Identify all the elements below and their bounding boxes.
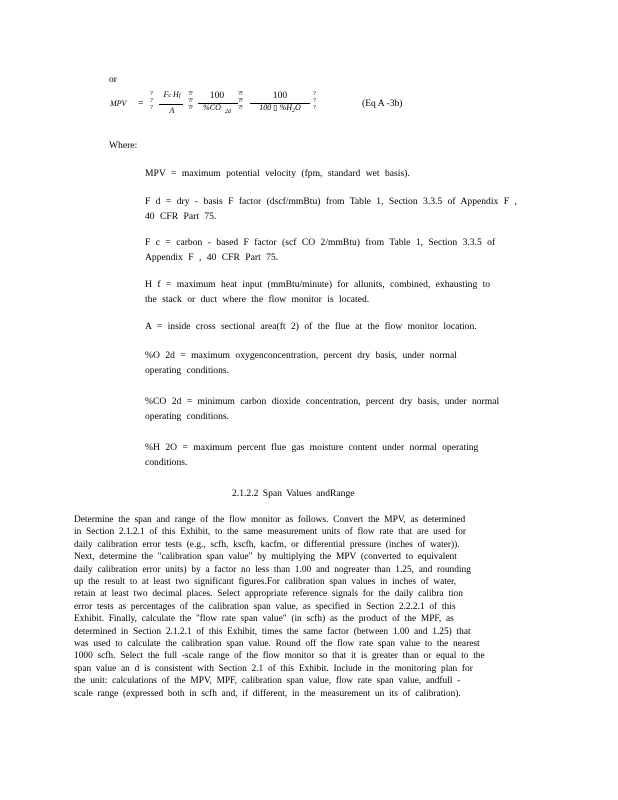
co2-subscript: 2d [224,109,231,115]
definition-line: Appendix F , 40 CFR Part 75. [145,252,279,263]
equation-fraction-co2 [199,90,235,115]
area-symbol: A [169,106,175,115]
definition-fd [145,194,540,224]
hundred-numerator-2: 100 [272,90,288,101]
fraction-bar-2 [198,103,238,104]
definition-line: conditions. [145,457,188,468]
h2o-denominator: 100 ▯ %H [259,103,293,112]
definition-hf [145,277,540,307]
equation-bracket-pair-1: ?? ?? ?? [188,90,192,111]
h2o-o-symbol: O [295,103,301,112]
definition-area [145,319,540,334]
equation-fraction-h2o [250,90,310,112]
paragraph-line: error tests as percentages of the calibration span value, as specified in Section 2.2.2.1 of this [74,601,456,612]
definition-line: the stack or duct where the flow monitor is located. [145,294,370,305]
paragraph-line: span value an d is consistent with Section 2.1 of this Exhibit. Include in the monitoring plan for [74,663,473,674]
definition-line: 40 CFR Part 75. [145,211,217,222]
equation-equals: = [138,98,144,109]
or-label: or [109,74,117,85]
definition-line: operating conditions. [145,411,229,422]
definition-line: F d = dry - basis F factor (dscf/mmBtu) from Table 1, Section 3.3.5 of Appendix F , [145,196,517,207]
paragraph-line: daily calibration error tests (e.g., scfh, kscfh, kacfm, or differential pressure (inches of water)). [74,539,460,550]
h-f-subscript: f [178,93,181,99]
paragraph-line: retain at least two decimal places. Select appropriate reference signals for the daily calibra tion [74,589,463,600]
definition-line: %H 2O = maximum percent flue gas moisture content under normal operating [145,442,479,453]
definition-line: %O 2d = maximum oxygenconcentration, percent dry basis, under normal [145,350,457,361]
equation-bracket-pair-2: ?? ?? ?? [238,90,242,111]
fraction-bar-1 [159,104,183,105]
f-c-subscript: c [168,93,172,99]
equation-label: (Eq A -3b) [362,98,403,109]
paragraph-line: daily calibration error units) by a factor no less than 1.00 and nogreater than 1.25, and rounding [74,564,471,575]
paragraph-line: the unit: calculations of the MPV, MPF, calibration span value, flow rate span value, andfull - [74,676,461,687]
equation-right-bracket: ? ? ? [313,90,315,111]
definition-mpv [145,166,540,181]
definition-line: H f = maximum heat input (mmBtu/minute) for allunits, combined, exhausting to [145,279,491,290]
paragraph-line: scale range (expressed both in scfh and, if different, in the measurement un its of calibration). [74,688,461,699]
co2-symbol: %CO [203,103,221,112]
paragraph-line: determined in Section 2.1.2.1 of this Exhibit, times the same factor (between 1.00 and 1.25) that [74,626,471,637]
equation-left-bracket: ? ? ? [150,90,152,111]
paragraph-line: Exhibit. Finally, calculate the "flow rate span value" (in scfh) as the product of the MPF, as [74,614,454,625]
paragraph-line: was used to calculate the calibration span value. Round off the flow rate span value to the nearest [74,639,480,650]
definition-line: MPV = maximum potential velocity (fpm, standard wet basis). [145,168,410,179]
h2o-subscript: 2 [292,108,296,114]
fraction-bar-3 [250,103,310,104]
definition-o2 [145,348,540,378]
definition-fc [145,235,540,265]
paragraph-line: 1000 scfh. Select the full -scale range of the flow monitor so that it is greater than or equal to the [74,651,485,662]
definition-line: A = inside cross sectional area(ft 2) of the flue at the flow monitor location. [145,321,477,332]
definition-co2 [145,394,540,424]
definition-h2o [145,440,540,470]
span-values-paragraph [74,514,540,700]
paragraph-line: Next, determine the "calibration span value" by multiplying the MPV (converted to equivalent [74,552,457,563]
paragraph-line: Determine the span and range of the flow monitor as follows. Convert the MPV, as determined [74,515,466,525]
definition-line: operating conditions. [145,365,229,376]
section-heading: 2.1.2.2 Span Values andRange [232,488,355,499]
paragraph-line: up the result to at least two significant figures.For calibration span values in inches of water, [74,577,457,588]
paragraph-line: in Section 2.1.2.1 of this Exhibit, to the same measurement units of flow rate that are used for [74,527,467,538]
definition-line: %CO 2d = minimum carbon dioxide concentration, percent dry basis, under normal [145,396,500,407]
hundred-numerator-1: 100 [209,90,225,101]
f-c-symbol: F [163,90,169,99]
where-label: Where: [109,140,138,151]
definition-line: F c = carbon - based F factor (scf CO 2/mmBtu) from Table 1, Section 3.3.5 of [145,237,496,248]
h-f-symbol: H [173,90,179,99]
equation-fraction-fuel [157,90,187,115]
equation-lhs: MPV [110,99,127,108]
